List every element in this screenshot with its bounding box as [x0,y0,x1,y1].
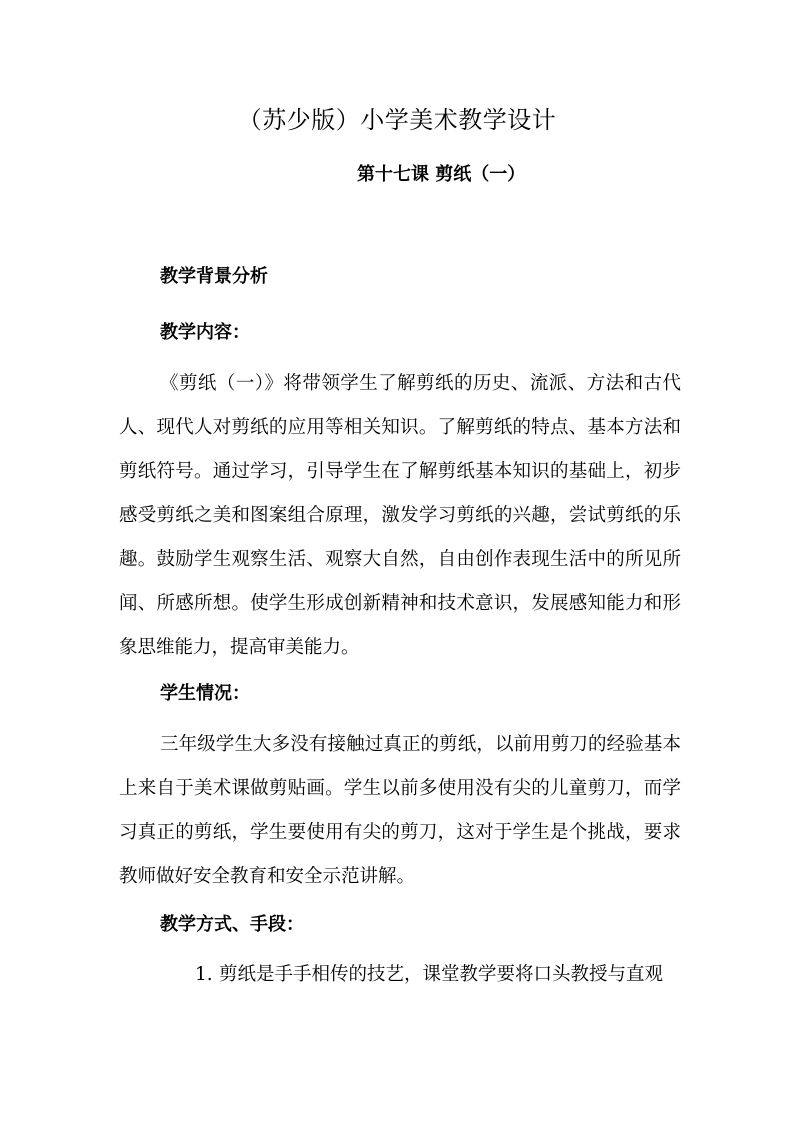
section-heading-students: 学生情况： [160,683,250,704]
section-heading-methods: 教学方式、手段： [160,914,304,935]
content-paragraph: 《剪纸（一）》将带领学生了解剪纸的历史、流派、方法和古代人、现代人对剪纸的应用等相关知识。了解剪纸的特点、基本方法和剪纸符号。通过学习，引导学生在了解剪纸基本知识的基础上，初步感受剪纸之美和图案组合原理，激发学习剪纸的兴趣，尝试剪纸的乐趣。鼓励学生观察生活、观察大自然，自由创作表现生活中的所见所闻、所感所想。使学生形成创新精神和技术意识，发展感知能力和形象思维能力，提高审美能力。 [119,373,681,658]
section-heading-content: 教学内容： [160,322,250,343]
lesson-subtitle: 第十七课 剪纸（一） [357,164,526,185]
methods-list-item [195,953,681,997]
document-title: （苏少版）小学美术教学设计 [237,106,557,134]
list-item-number: 1. [195,964,213,985]
students-paragraph: 三年级学生大多没有接触过真正的剪纸，以前用剪刀的经验基本上来自于美术课做剪贴画。学生以前多使用没有尖的儿童剪刀，而学习真正的剪纸，学生要使用有尖的剪刀，这对于学生是个挑战，要求教师做好安全教育和安全示范讲解。 [119,734,681,887]
section-heading-background: 教学背景分析 [160,266,268,287]
list-item-text: 剪纸是手手相传的技艺，课堂教学要将口头教授与直观 [219,964,664,985]
